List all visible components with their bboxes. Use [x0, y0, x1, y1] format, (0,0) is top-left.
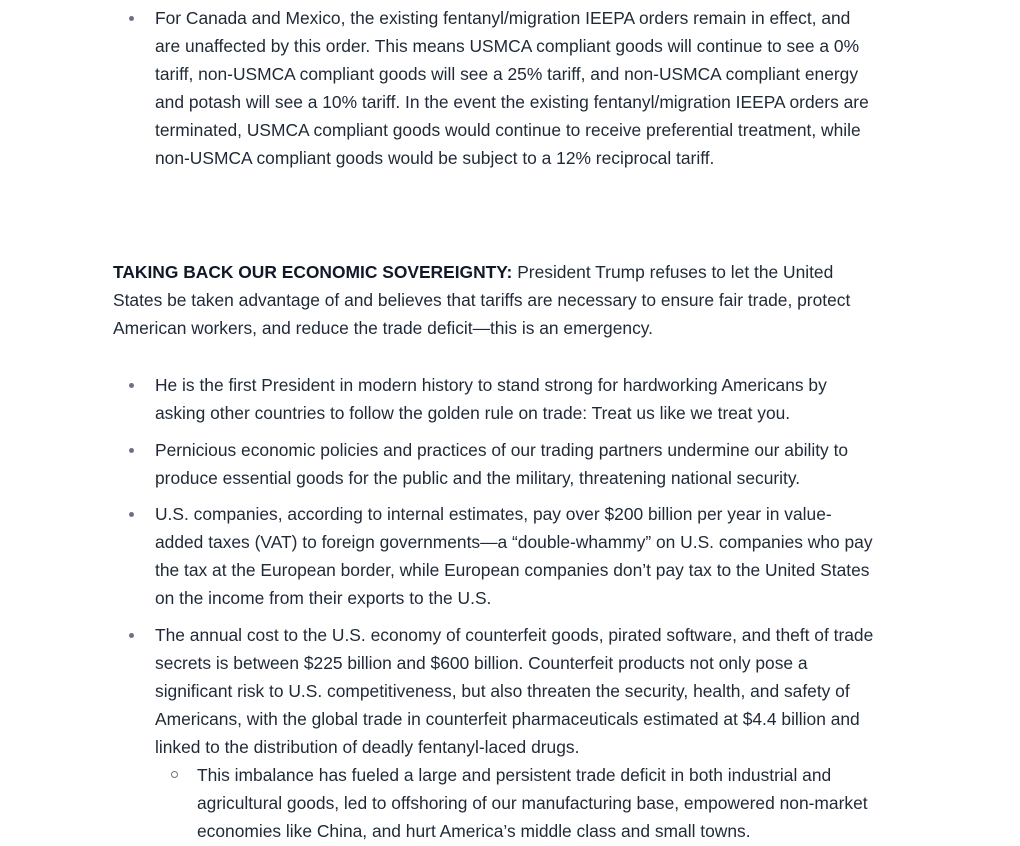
- section-heading: TAKING BACK OUR ECONOMIC SOVEREIGNTY:: [113, 262, 513, 282]
- bullet-icon: [129, 633, 134, 638]
- section-body: President Trump refuses to let the United States be taken advantage of and believes that tariffs are necessary to ensure fair trade, protect American workers, and reduce the trade deficit—this is an emergency.: [113, 262, 851, 338]
- bullet-icon: [129, 383, 134, 388]
- main-bullet-list: [0, 371, 875, 845]
- bullet-icon: [129, 512, 134, 517]
- list-item: [0, 436, 875, 492]
- section-paragraph: [113, 258, 858, 342]
- top-bullet-list: [0, 4, 875, 172]
- list-item-text: Pernicious economic policies and practices of our trading partners undermine our ability to produce essential goods for the public and the military, threatening national security.: [155, 440, 849, 488]
- list-item: [0, 371, 875, 427]
- list-item-text: U.S. companies, according to internal estimates, pay over $200 billion per year in value-added taxes (VAT) to foreign governments—a “double-whammy” on U.S. companies who pay the tax at the European border, while European companies don’t pay tax to the United States on the income from their exports to the U.S.: [155, 504, 873, 608]
- sub-bullet-list: [155, 761, 875, 845]
- sub-list-item-text: This imbalance has fueled a large and persistent trade deficit in both industrial and agricultural goods, led to offshoring of our manufacturing base, empowered non-market economies like China, and hurt America’s middle class and small towns.: [197, 765, 868, 841]
- bullet-icon: [129, 448, 134, 453]
- list-item-text: He is the first President in modern history to stand strong for hardworking Americans by asking other countries to follow the golden rule on trade: Treat us like we treat you.: [155, 375, 827, 423]
- list-item: [0, 621, 875, 845]
- bullet-icon: [129, 16, 134, 21]
- hollow-bullet-icon: [171, 771, 178, 778]
- list-item: [0, 500, 875, 612]
- list-item-text: For Canada and Mexico, the existing fentanyl/migration IEEPA orders remain in effect, and are unaffected by this order. This means USMCA compliant goods will continue to see a 0% tariff, non-USMCA compliant goods will see a 25% tariff, and non-USMCA compliant energy and potash will see a 10% tariff. In the event the existing fentanyl/migration IEEPA orders are terminated, USMCA compliant goods would continue to receive preferential treatment, while non-USMCA compliant goods would be subject to a 12% reciprocal tariff.: [155, 8, 869, 168]
- sub-list-item: [155, 761, 877, 845]
- list-item: [0, 4, 875, 172]
- list-item-text: The annual cost to the U.S. economy of counterfeit goods, pirated software, and theft of trade secrets is between $225 billion and $600 billion. Counterfeit products not only pose a significant risk to U.S. competitiveness, but also threaten the security, health, and safety of Americans, with the global trade in counterfeit pharmaceuticals estimated at $4.4 billion and linked to the distribution of deadly fentanyl-laced drugs.: [155, 625, 874, 757]
